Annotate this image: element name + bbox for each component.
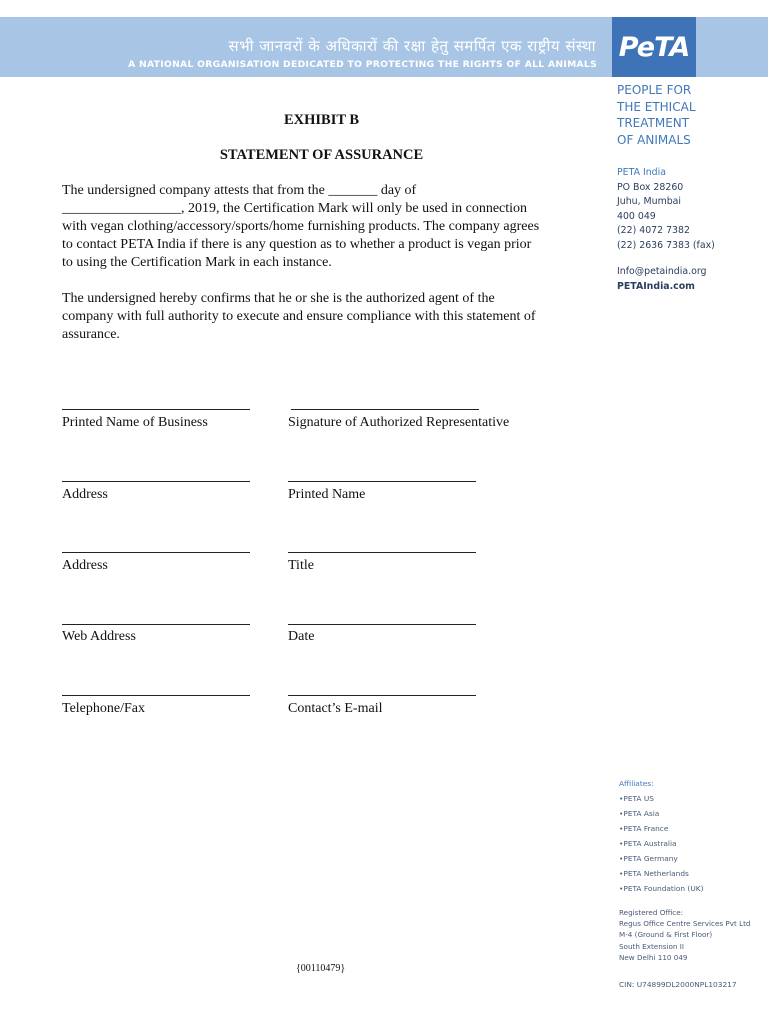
confirmation-paragraph [62,290,582,344]
contact-email-line[interactable] [288,695,476,696]
address-line: 400 049 [617,210,656,222]
contact-email-label: Contact’s E-mail [288,701,383,716]
web-address-line[interactable] [62,624,250,625]
paragraph-line: The undersigned hereby confirms that he or she is the authorized agent of the [62,291,495,306]
document-reference: {00110479} [296,963,346,974]
org-line: PEOPLE FOR [617,83,692,97]
registered-heading: Registered Office: [619,908,684,917]
affiliate-item: •PETA Foundation (UK) [619,884,704,893]
cin-number: CIN: U74899DL2000NPL103217 [619,980,737,989]
paragraph-line: _________________, 2019, the Certification Mark will only be used in connection [62,201,528,216]
website-link[interactable]: PETAIndia.com [617,280,695,292]
printed-name-line[interactable] [288,481,476,482]
affiliates-list [619,776,703,896]
affiliate-item: •PETA France [619,824,669,833]
business-name-label: Printed Name of Business [62,415,208,430]
affiliate-item: •PETA Germany [619,854,678,863]
address-line-2[interactable] [62,552,250,553]
paragraph-line: The undersigned company attests that from the _______ day of [62,183,417,198]
paragraph-line: company with full authority to execute and ensure compliance with this statement of [62,309,536,324]
address-line: PO Box 28260 [617,181,684,193]
title-label: Title [288,558,314,573]
attestation-paragraph [62,182,582,272]
address-label: Address [62,487,108,502]
affiliate-item: •PETA Australia [619,839,677,848]
registered-office [619,907,751,963]
date-label: Date [288,629,315,644]
signature-line[interactable] [291,409,479,410]
fax: (22) 2636 7383 (fax) [617,239,715,251]
org-line: TREATMENT [617,116,690,131]
registered-line: New Delhi 110 049 [619,952,688,962]
affiliate-item: •PETA Netherlands [619,869,689,878]
paragraph-line: with vegan clothing/accessory/sports/home furnishing products. The company agrees [62,219,540,234]
signature-label: Signature of Authorized Representative [288,415,510,430]
business-name-line[interactable] [62,409,250,410]
printed-name-label: Printed Name [288,487,366,502]
office-name: PETA India [617,167,666,179]
paragraph-line: to using the Certification Mark in each instance. [62,255,332,270]
org-line: THE ETHICAL [617,99,696,114]
paragraph-line: to contact PETA India if there is any question as to whether a product is vegan prior [62,237,532,252]
paragraph-line: assurance. [62,327,120,342]
address-line-1[interactable] [62,481,250,482]
title-line[interactable] [288,552,476,553]
address-label: Address [62,558,108,573]
affiliates-heading: Affiliates: [619,779,654,788]
english-tagline: A NATIONAL ORGANISATION DEDICATED TO PROTECTING THE RIGHTS OF ALL ANIMALS [128,59,597,70]
telephone-label: Telephone/Fax [62,701,145,716]
statement-heading: STATEMENT OF ASSURANCE [219,147,424,163]
registered-line: M-4 (Ground & First Floor) [619,930,713,940]
address-line: Juhu, Mumbai [617,196,682,208]
hindi-tagline: सभी जानवरों के अधिकारों की रक्षा हेतु समर्पित एक राष्ट्रीय संस्था [228,37,596,55]
contact-block [617,166,762,253]
affiliate-item: •PETA US [619,794,654,803]
email-link[interactable]: Info@petaindia.org [617,266,707,278]
registered-line: Regus Office Centre Services Pvt Ltd [619,919,751,929]
date-line[interactable] [288,624,476,625]
exhibit-title: EXHIBIT B [283,112,360,128]
affiliate-item: •PETA Asia [619,809,660,818]
peta-logo: PeTA [612,17,696,77]
telephone-line[interactable] [62,695,250,696]
online-contact [617,265,762,294]
web-address-label: Web Address [62,629,136,644]
phone: (22) 4072 7382 [617,225,690,237]
registered-line: South Extension II [619,941,684,951]
org-line: OF ANIMALS [617,132,691,147]
